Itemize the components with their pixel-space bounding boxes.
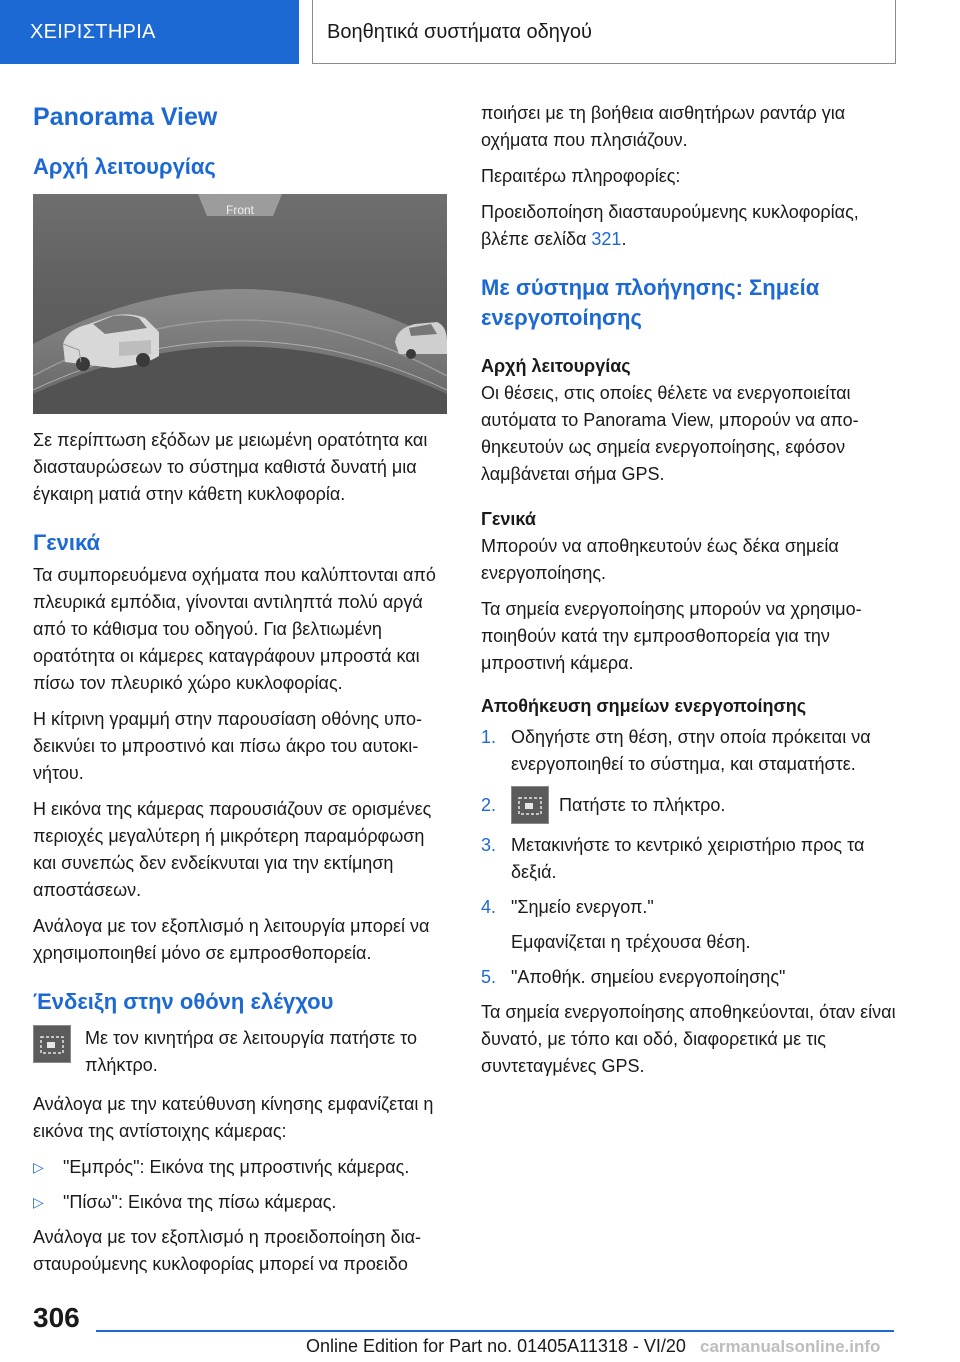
- camera-button-row: [33, 1025, 451, 1079]
- heading-principle: Αρχή λειτουργίας: [33, 154, 216, 179]
- paragraph-final: Τα σημεία ενεργοποίησης αποθηκεύονται, όταν είναι δυνατό, με τόπο και οδό, διαφορετικά με τις συντεταγμένες GPS.: [481, 1002, 896, 1076]
- list-item-front: ▷ "Εμπρός": Εικόνα της μπροστινής κάμερας.: [33, 1154, 451, 1181]
- camera-button-icon: [511, 786, 549, 824]
- section-tab: ΧΕΙΡΙΣΤΗΡΙΑ: [0, 0, 299, 64]
- heading-general-right: Γενικά: [481, 509, 536, 529]
- footer-divider: [96, 1330, 894, 1332]
- left-car-illustration: [63, 314, 159, 371]
- paragraph-general-2: Η κίτρινη γραμμή στην παρουσίαση οθόνης υποδεικνύει το μπροστινό και πίσω άκρο του αυτοκινήτου.: [33, 709, 423, 783]
- paragraph-display-3: Ανάλογα με τον εξοπλισμό η προειδοποίηση διασταυρούμενης κυκλοφορίας μπορεί να προειδο: [33, 1227, 421, 1274]
- list-item-rear: ▷ "Πίσω": Εικόνα της πίσω κάμερας.: [33, 1189, 451, 1216]
- paragraph-general-1: Τα συμπορευόμενα οχήματα που καλύπτονται από πλευρικά εμπόδια, γίνονται αντιληπτά πολύ αργά από το κάθισμα του οδηγού. Για βελτιωμένη ορατότητα οι κάμερες καταγράφουν μπροστά και πίσω τον πλευρικό χώρο κυκλοφορίας.: [33, 565, 436, 693]
- camera-image: [33, 194, 447, 414]
- heading-display: Ένδειξη στην οθόνη ελέγχου: [33, 989, 334, 1014]
- paragraph-cross-traffic-ref: Προειδοποίηση διασταυρούμενης κυκλοφορίας, βλέπε σελίδα 321.: [481, 202, 859, 249]
- step-1: 1. Οδηγήστε στη θέση, στην οποία πρόκειται να ενεργοποιηθεί το σύστημα, και σταματήστε.: [481, 727, 871, 774]
- front-label: Front: [226, 203, 255, 217]
- paragraph-general-right-2: Τα σημεία ενεργοποίησης μπορούν να χρησιμοποιηθούν κατά την εμπροσθοπορεία για την μπροστινή κάμερα.: [481, 599, 862, 673]
- watermark: carmanualsonline.info: [700, 1337, 881, 1356]
- paragraph-continued: ποιήσει με τη βοήθεια αισθητήρων ραντάρ για οχήματα που πλησιάζουν.: [481, 103, 846, 150]
- heading-navigation: Με σύστημα πλοήγησης: Σημεία ενεργοποίησης: [481, 275, 820, 330]
- heading-save-points: Αποθήκευση σημείων ενεργοποίησης: [481, 696, 807, 716]
- triangle-bullet-icon: ▷: [33, 1159, 44, 1175]
- step-2: 2. Πατήστε το πλήκτρο.: [481, 786, 899, 824]
- page-number: 306: [33, 1302, 80, 1333]
- chapter-title: Βοηθητικά συστήματα οδηγού: [312, 0, 896, 64]
- step-4-note: Εμφανίζεται η τρέχουσα θέση.: [511, 932, 751, 952]
- paragraph-general-right-1: Μπορούν να αποθηκευτούν έως δέκα σημεία ενεργοποίησης.: [481, 536, 839, 583]
- step-5: 5. "Αποθήκ. σημείου ενεργοποίησης": [481, 967, 786, 987]
- paragraph-more-info: Περαιτέρω πληροφορίες:: [481, 166, 681, 186]
- left-column: [33, 100, 451, 1287]
- heading-general: Γενικά: [33, 530, 101, 555]
- panorama-view-figure: [33, 194, 447, 414]
- camera-button-icon: [33, 1025, 71, 1063]
- paragraph-general-4: Ανάλογα με τον εξοπλισμό η λειτουργία μπορεί να χρησιμοποιηθεί μόνο σε εμπροσθοπορεία.: [33, 916, 430, 963]
- step-3: 3. Μετακινήστε το κεντρικό χειριστήριο προς τα δεξιά.: [481, 835, 865, 882]
- triangle-bullet-icon: ▷: [33, 1194, 44, 1210]
- page-reference-link[interactable]: 321: [591, 229, 622, 249]
- right-column: [481, 100, 899, 1089]
- paragraph-general-3: Η εικόνα της κάμερας παρουσιάζουν σε ορισμένες περιοχές μεγαλύτερη ή μικρότερη παραμόρφωση και συνεπώς δεν ενδείκνυται για την εκτίμηση αποστάσεων.: [33, 799, 432, 900]
- paragraph-intro: Σε περίπτωση εξόδων με μειωμένη ορατότητα και διασταυρώσεων το σύστημα καθιστά δυνατή μια έγκαιρη ματιά στην κάθετη κυκλοφορία.: [33, 430, 428, 504]
- edition-text: Online Edition for Part no. 01405A11318 - VI/20: [306, 1336, 686, 1356]
- paragraph-principle-right: Οι θέσεις, στις οποίες θέλετε να ενεργοποιείται αυτόματα το Panorama View, μπορούν να αποθηκευτούν ως σημεία ενεργοποίησης, εφόσον λαμβάνεται σήμα GPS.: [481, 383, 859, 484]
- paragraph-display-2: Ανάλογα με την κατεύθυνση κίνησης εμφανίζεται η εικόνα της αντίστοιχης κάμερας:: [33, 1094, 434, 1141]
- camera-button-text: Με τον κινητήρα σε λειτουργία πατήστε το πλήκτρο.: [85, 1028, 417, 1075]
- heading-principle-right: Αρχή λειτουργίας: [481, 356, 631, 376]
- page-title: Panorama View: [33, 103, 218, 131]
- step-4: 4. "Σημείο ενεργοπ.": [481, 897, 654, 917]
